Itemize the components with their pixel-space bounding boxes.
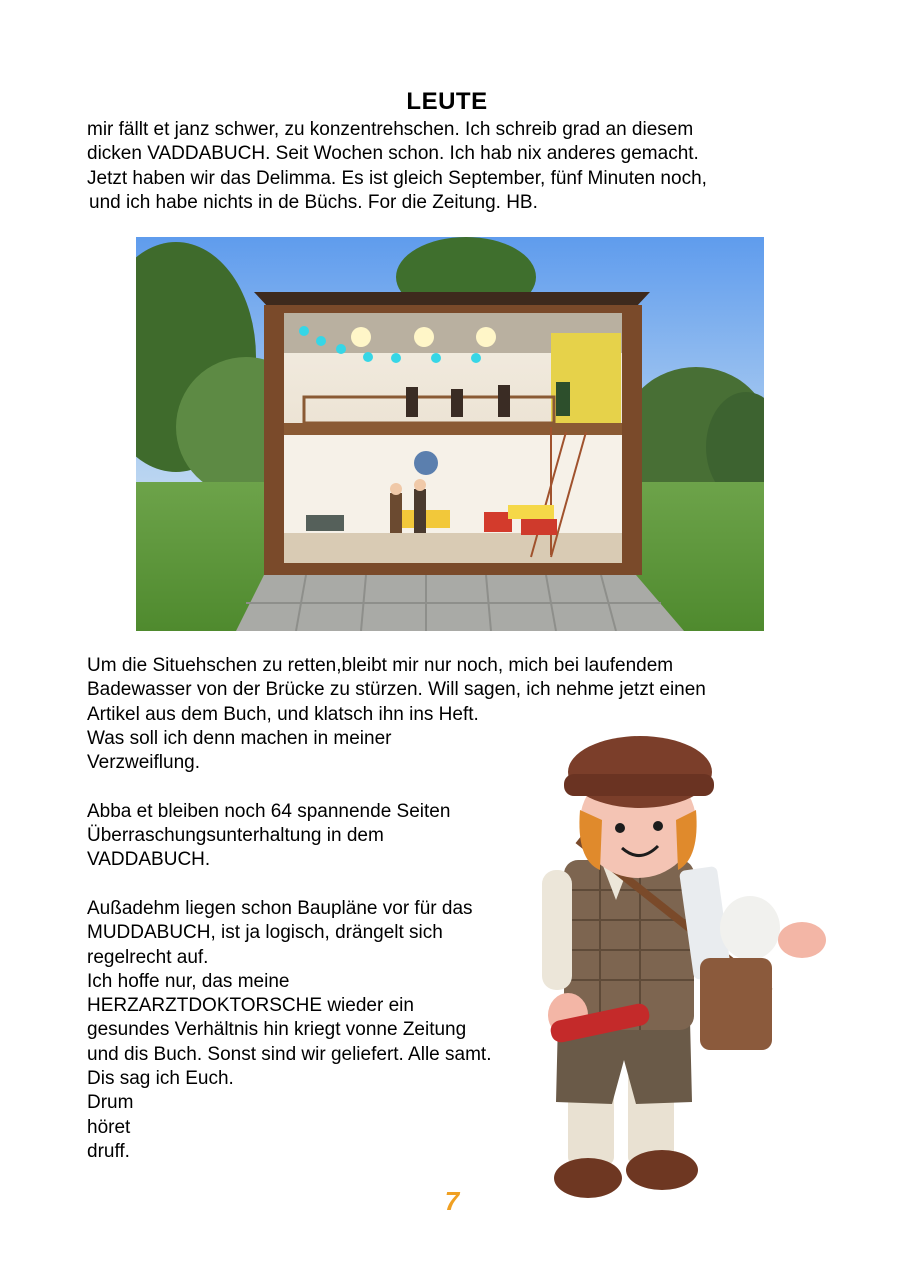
text-line: Verzweiflung.: [87, 752, 201, 774]
dollhouse-photo: [136, 237, 764, 631]
text-line: und ich habe nichts in de Büchs. For die Zeitung. HB.: [89, 191, 538, 213]
text-line: regelrecht auf.: [87, 946, 209, 968]
text-line: HERZARZTDOKTORSCHE wieder ein: [87, 995, 414, 1017]
text-line: dicken VADDABUCH. Seit Wochen schon. Ich hab nix anderes gemacht.: [87, 143, 699, 165]
text-line: Außadehm liegen schon Baupläne vor für das: [87, 897, 473, 919]
text-line: Um die Situehschen zu retten,bleibt mir nur noch, mich bei laufendem: [87, 655, 674, 676]
text-line: VADDABUCH.: [87, 849, 211, 871]
newspaper-boy-figure: [540, 730, 830, 1210]
page-title: LEUTE: [406, 88, 488, 115]
text-line: druff.: [87, 1140, 130, 1162]
text-line: Was soll ich denn machen in meiner: [87, 727, 392, 749]
text-line: mir fällt et janz schwer, zu konzentrehschen. Ich schreib grad an diesem: [87, 119, 694, 140]
text-line: Jetzt haben wir das Delimma. Es ist gleich September, fünf Minuten noch,: [87, 167, 707, 189]
text-line: Dis sag ich Euch.: [87, 1068, 234, 1090]
text-line: Badewasser von der Brücke zu stürzen. Will sagen, ich nehme jetzt einen: [87, 679, 706, 701]
text-line: Ich hoffe nur, das meine: [87, 970, 290, 992]
text-line: Drum: [87, 1092, 134, 1114]
intro-paragraph: [87, 118, 707, 215]
page-number: 7: [444, 1186, 460, 1216]
text-line: Überraschungsunterhaltung in dem: [87, 825, 384, 847]
text-line: und dis Buch. Sonst sind wir geliefert. Alle samt.: [87, 1043, 492, 1065]
text-line: MUDDABUCH, ist ja logisch, drängelt sich: [87, 922, 443, 944]
text-line: Artikel aus dem Buch, und klatsch ihn ins Heft.: [87, 703, 479, 725]
text-line: gesundes Verhältnis hin kriegt vonne Zeitung: [87, 1019, 467, 1041]
text-line: höret: [87, 1116, 131, 1138]
text-line: Abba et bleiben noch 64 spannende Seiten: [87, 800, 451, 822]
